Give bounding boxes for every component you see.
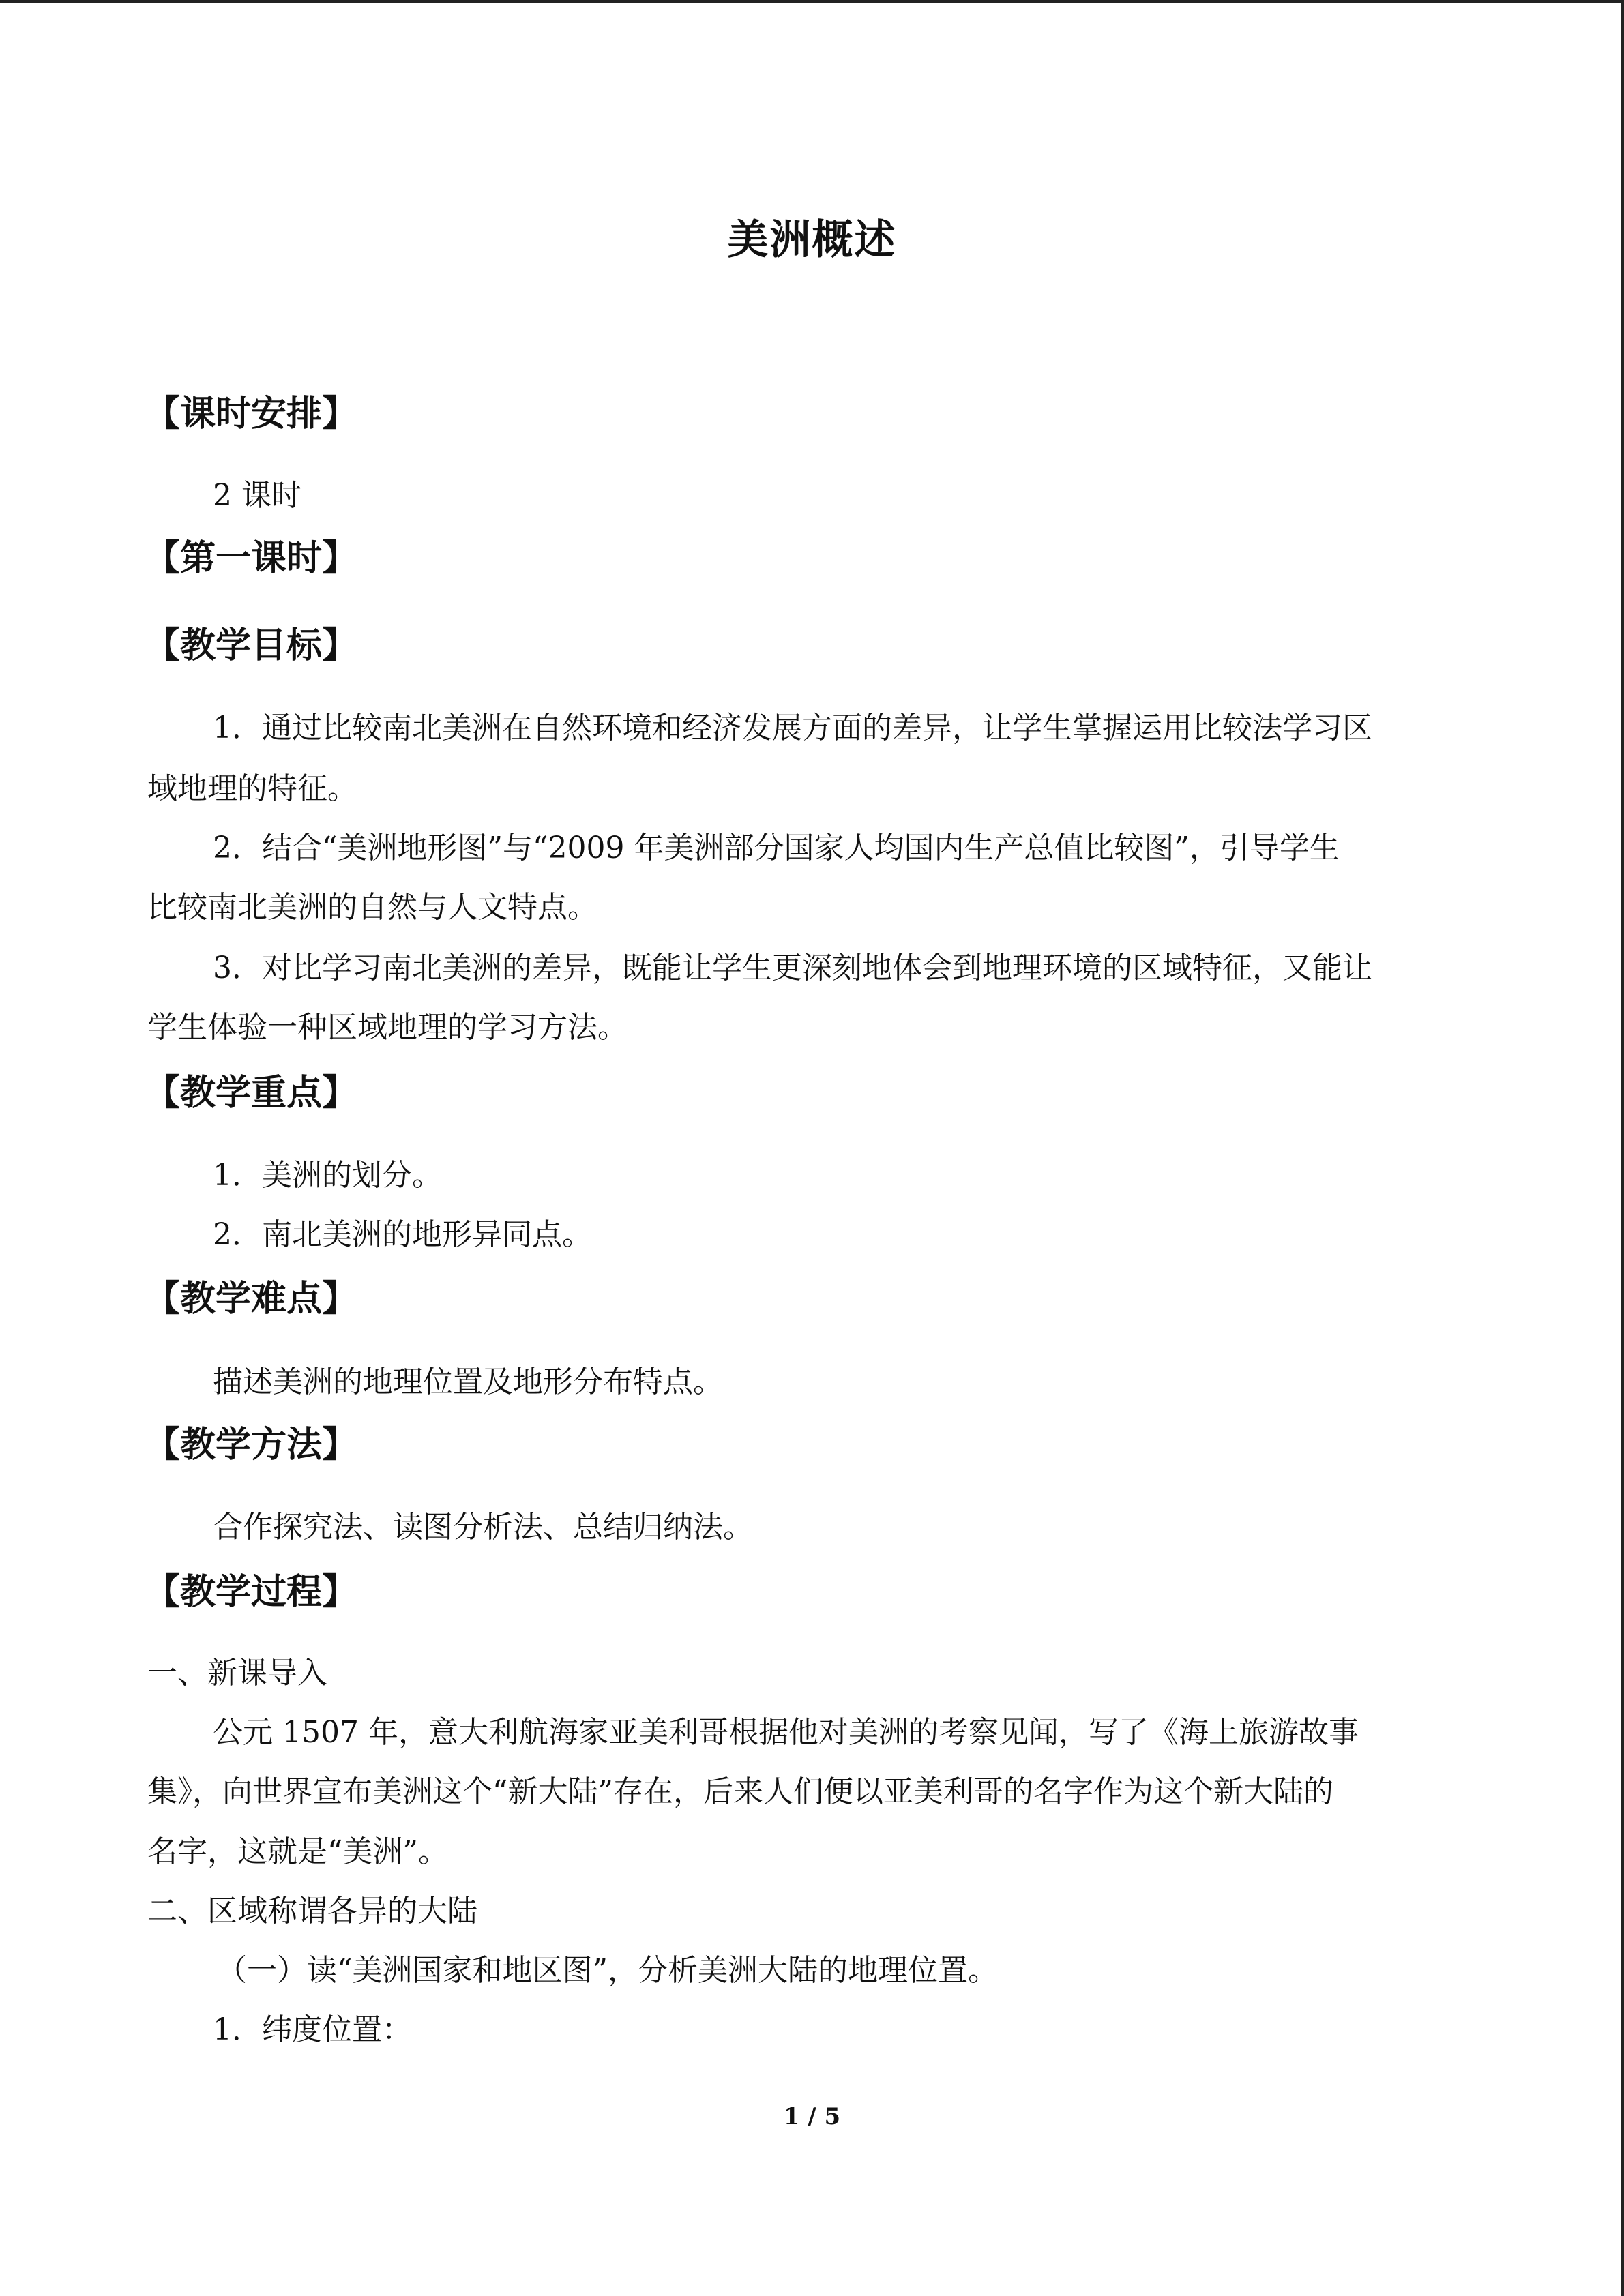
objective-3-line2: 学生体验一种区域地理的学习方法。	[147, 1010, 628, 1045]
objective-2-line2: 比较南北美洲的自然与人文特点。	[147, 890, 597, 925]
key-point-1: 1．美洲的划分。	[213, 1158, 442, 1193]
objective-1-line2: 域地理的特征。	[147, 771, 357, 806]
heading-key-points: 【教学重点】	[145, 1072, 358, 1114]
process-part2-subtitle: （一）读“美洲国家和地区图”，分析美洲大陆的地理位置。	[217, 1953, 998, 1988]
objective-1-line1: 1．通过比较南北美洲在自然环境和经济发展方面的差异，让学生掌握运用比较法学习区	[213, 711, 1372, 745]
process-part1-title: 一、新课导入	[147, 1656, 327, 1690]
process-part1-line1: 公元 1507 年，意大利航海家亚美利哥根据他对美洲的考察见闻，写了《海上旅游故事	[213, 1715, 1359, 1750]
methods-content: 合作探究法、读图分析法、总结归纳法。	[213, 1510, 753, 1545]
page-number: 1 / 5	[783, 2103, 841, 2130]
schedule-content: 2 课时	[213, 478, 301, 513]
objective-2-line1: 2．结合“美洲地形图”与“2009 年美洲部分国家人均国内生产总值比较图”，引导学生	[213, 831, 1340, 865]
heading-difficulties: 【教学难点】	[145, 1278, 358, 1320]
heading-methods: 【教学方法】	[145, 1424, 358, 1465]
process-part2-title: 二、区域称谓各异的大陆	[147, 1894, 477, 1928]
objective-3-line1: 3．对比学习南北美洲的差异，既能让学生更深刻地体会到地理环境的区域特征，又能让	[213, 951, 1372, 985]
document-title: 美洲概述	[727, 216, 897, 264]
heading-schedule: 【课时安排】	[145, 393, 358, 434]
heading-first-lesson: 【第一课时】	[145, 537, 358, 579]
heading-process: 【教学过程】	[145, 1571, 358, 1613]
difficulties-content: 描述美洲的地理位置及地形分布特点。	[213, 1365, 723, 1399]
process-part2-item: 1．纬度位置：	[213, 2012, 412, 2047]
heading-objectives: 【教学目标】	[145, 625, 358, 666]
process-part1-line2: 集》，向世界宣布美洲这个“新大陆”存在，后来人们便以亚美利哥的名字作为这个新大陆的	[147, 1774, 1333, 1809]
key-point-2: 2．南北美洲的地形异同点。	[213, 1217, 592, 1252]
process-part1-line3: 名字，这就是“美洲”。	[147, 1834, 448, 1869]
